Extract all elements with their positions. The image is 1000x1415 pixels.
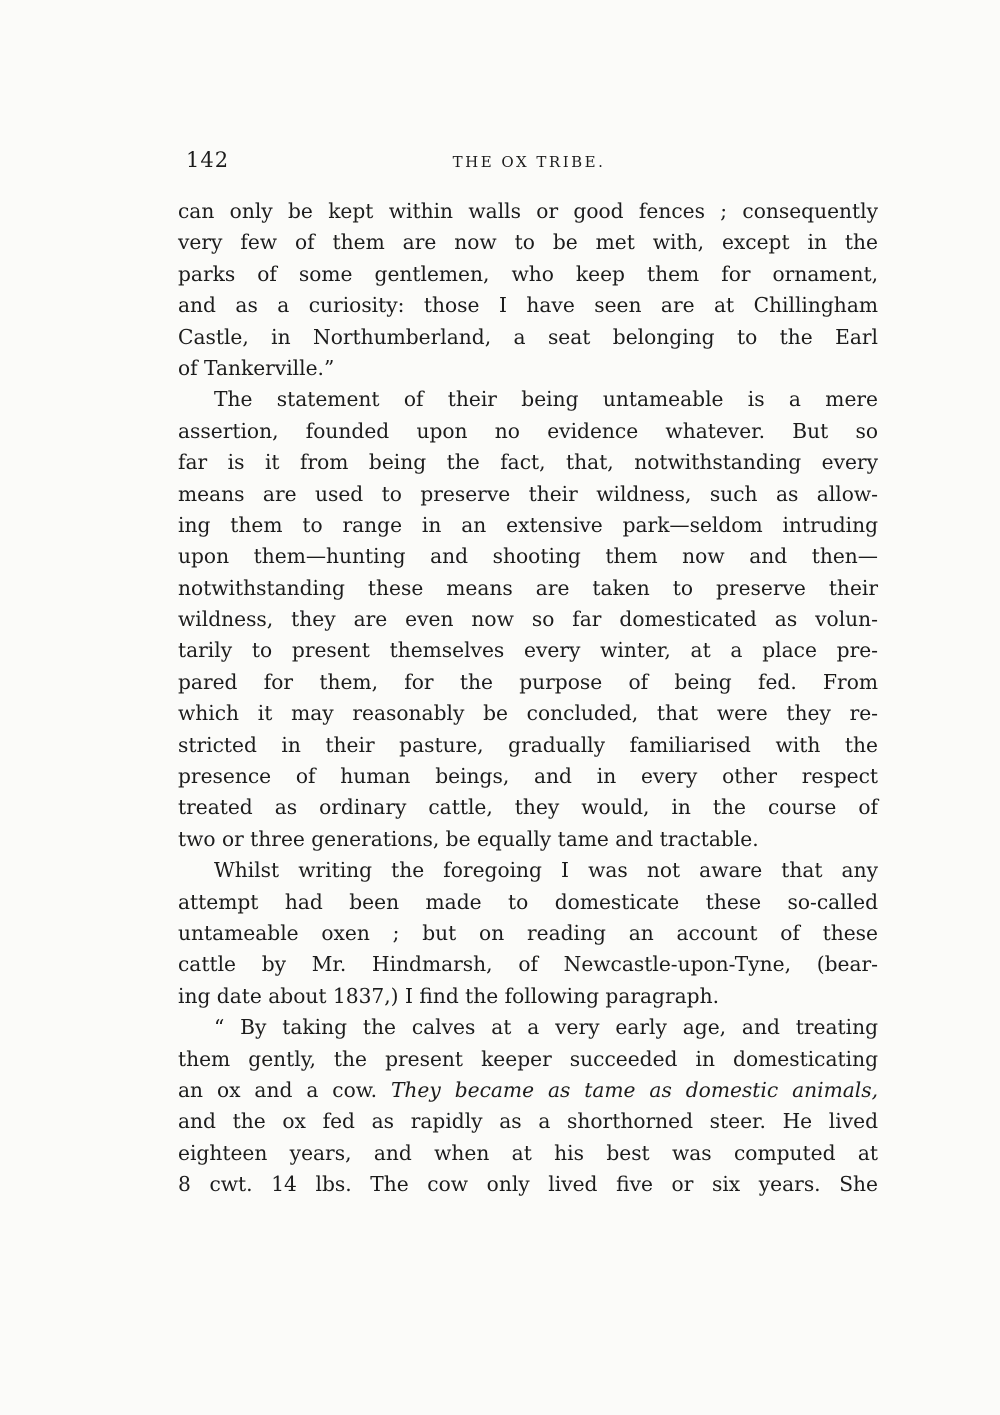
text-segment: an ox and a cow. [178, 1077, 391, 1102]
page-header [186, 148, 872, 180]
text-line: pared for them, for the purpose of being fed. From [178, 669, 878, 694]
text-line: far is it from being the fact, that, notwithstanding every [178, 450, 878, 475]
text-line: 8 cwt. 14 lbs. The cow only lived five or six years. She [178, 1172, 878, 1197]
text-line: Whilst writing the foregoing I was not aware that any [214, 858, 878, 883]
running-title: THE OX TRIBE. [452, 153, 606, 171]
text-line: and as a curiosity: those I have seen are at Chillingham [178, 293, 878, 318]
text-line: and the ox fed as rapidly as a shorthorned steer. He lived [178, 1109, 878, 1134]
text-line: wildness, they are even now so far domesticated as volun- [178, 607, 878, 632]
italic-text-segment: They became as tame as domestic animals, [390, 1077, 878, 1102]
text-line: eighteen years, and when at his best was computed at [178, 1140, 878, 1165]
text-line: means are used to preserve their wildness, such as allow- [178, 481, 878, 506]
text-line: which it may reasonably be concluded, that were they re- [178, 701, 878, 726]
text-line: very few of them are now to be met with, except in the [178, 230, 878, 255]
text-line: Castle, in Northumberland, a seat belonging to the Earl [178, 324, 878, 349]
text-line: attempt had been made to domesticate these so-called [178, 889, 878, 914]
text-line: cattle by Mr. Hindmarsh, of Newcastle-upon-Tyne, (bear- [178, 952, 878, 977]
text-line: ing date about 1837,) I find the following paragraph. [178, 983, 720, 1008]
text-line: assertion, founded upon no evidence whatever. But so [178, 418, 878, 443]
text-line: treated as ordinary cattle, they would, in the course of [178, 795, 878, 820]
text-line: them gently, the present keeper succeeded in domesticating [178, 1046, 878, 1071]
text-line: parks of some gentlemen, who keep them for ornament, [178, 261, 878, 286]
text-line: notwithstanding these means are taken to preserve their [178, 575, 878, 600]
text-line: untameable oxen ; but on reading an account of these [178, 920, 878, 945]
text-line: presence of human beings, and in every other respect [178, 764, 878, 789]
text-line: upon them—hunting and shooting them now and then— [178, 544, 878, 569]
text-line: “ By taking the calves at a very early age, and treating [214, 1015, 878, 1040]
text-line: of Tankerville.” [178, 355, 335, 380]
text-line: tarily to present themselves every winter, at a place pre- [178, 638, 878, 663]
text-line: can only be kept within walls or good fences ; consequently [178, 199, 878, 223]
text-line: two or three generations, be equally tame and tractable. [178, 826, 759, 851]
text-line: The statement of their being untameable is a mere [214, 387, 878, 412]
body-text [178, 196, 878, 1201]
text-line: stricted in their pasture, gradually familiarised with the [178, 732, 878, 757]
text-line [178, 1075, 878, 1106]
text-line: ing them to range in an extensive park—seldom intruding [178, 512, 878, 537]
page-number: 142 [186, 148, 230, 172]
